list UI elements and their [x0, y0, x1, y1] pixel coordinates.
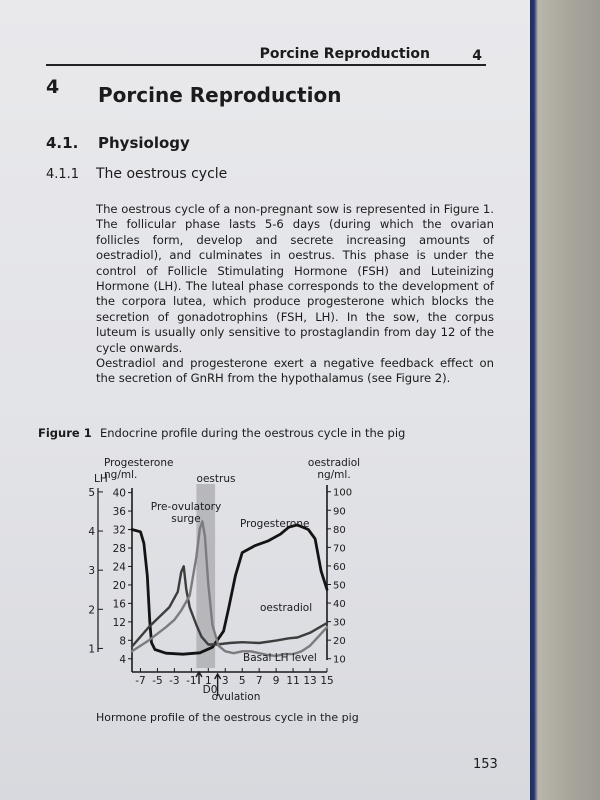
progesterone-tick-label: 32	[112, 524, 126, 537]
lh-tick-label: 3	[88, 565, 95, 578]
section-number: 4.1.	[46, 134, 79, 152]
lh-tick-label: 5	[88, 486, 95, 499]
book-spine-edge	[528, 0, 600, 800]
oestradiol-tick-label: 50	[333, 580, 346, 592]
x-tick-label: 15	[320, 675, 334, 687]
chapter-title: Porcine Reproduction	[98, 83, 342, 107]
x-tick-label: 11	[286, 675, 300, 687]
x-tick-label: -5	[152, 675, 163, 687]
oestradiol-tick-label: 60	[333, 561, 346, 573]
annotation-basal-lh-level: Basal LH level	[243, 652, 317, 664]
progesterone-tick-label: 28	[112, 543, 126, 555]
body-paragraph: Oestradiol and progesterone exert a negative feedback effect on the secretion of GnRH from the hypothalamus (see Figure 2).	[96, 356, 494, 386]
x-tick-label: 5	[238, 675, 246, 687]
running-head-title: Porcine Reproduction	[259, 46, 430, 62]
annotation-day-zero: D0	[202, 684, 218, 696]
lh-tick-label: 2	[88, 604, 95, 617]
oestradiol-tick-label: 10	[333, 654, 346, 666]
progesterone-tick-label: 36	[112, 506, 126, 519]
lh-tick-label: 1	[88, 643, 95, 656]
x-tick-label: 3	[221, 675, 229, 687]
subsection-number: 4.1.1	[46, 167, 80, 182]
x-tick-label: 9	[272, 675, 280, 687]
subsection-title: The oestrous cycle	[96, 166, 228, 182]
progesterone-tick-label: 4	[119, 653, 126, 666]
body-paragraph: The oestrous cycle of a non-pregnant sow is represented in Figure 1.	[96, 202, 494, 216]
annotation-oestrus: oestrus	[196, 473, 236, 485]
lh-axis-label: LH	[94, 473, 108, 485]
annotation-pre-ovulatory-surge: Pre-ovulatory surge	[150, 501, 222, 525]
annotation-progesterone: Progesterone	[240, 518, 310, 530]
page-number: 153	[473, 757, 498, 772]
oestradiol-tick-label: 40	[333, 599, 346, 611]
oestradiol-tick-label: 80	[333, 524, 346, 536]
progesterone-tick-label: 8	[119, 635, 126, 648]
figure-caption: Endocrine profile during the oestrous cycle in the pig	[100, 426, 406, 440]
body-paragraph: The follicular phase lasts 5-6 days (during which the ovarian follicles form, develop and secrete increasing amounts of oestradiol), and culminates in oestrus. This phase is under the control of Follicle Stimulating Hormone (FSH) and Luteinizing Hormone (LH). The luteal phase corresponds to the development of the corpora lutea, which produce progesterone which blocks the secretion of gonadotrophins (FSH, LH). In the sow, the corpus luteum is usually only sensitive to prostaglandin from day 12 of the cycle onwards.	[96, 217, 494, 355]
x-tick-label: 13	[303, 675, 317, 687]
progesterone-tick-label: 40	[112, 487, 126, 500]
progesterone-series-line	[132, 525, 327, 654]
x-tick-label: -1	[186, 675, 197, 687]
x-tick-label: 1	[204, 675, 212, 687]
oestradiol-tick-label: 90	[333, 506, 346, 518]
figure-subcaption: Hormone profile of the oestrous cycle in the pig	[96, 711, 359, 724]
oestradiol-tick-label: 30	[333, 617, 346, 629]
progesterone-tick-label: 12	[112, 616, 126, 629]
annotation-ovulation: ovulation	[211, 691, 261, 703]
oestradiol-tick-label: 70	[333, 543, 346, 555]
progesterone-tick-label: 16	[112, 598, 126, 611]
x-tick-label: 7	[255, 675, 263, 687]
chapter-number: 4	[46, 76, 60, 98]
lh-tick-label: 4	[88, 526, 95, 539]
oestradiol-tick-label: 100	[333, 487, 353, 499]
oestradiol-series-line	[132, 521, 327, 656]
running-head-chapter-number: 4	[472, 48, 482, 64]
oestradiol-tick-label: 20	[333, 636, 346, 648]
progesterone-axis-label: Progesterone ng/ml.	[104, 457, 174, 481]
oestradiol-axis-label: oestradiol ng/ml.	[307, 457, 361, 481]
section-title: Physiology	[98, 134, 190, 152]
x-tick-label: -7	[135, 675, 146, 687]
figure-label: Figure 1	[38, 426, 92, 440]
x-tick-label: -3	[169, 675, 180, 687]
progesterone-tick-label: 24	[112, 561, 126, 574]
annotation-oestradiol: oestradiol	[260, 602, 313, 614]
progesterone-tick-label: 20	[112, 579, 126, 592]
